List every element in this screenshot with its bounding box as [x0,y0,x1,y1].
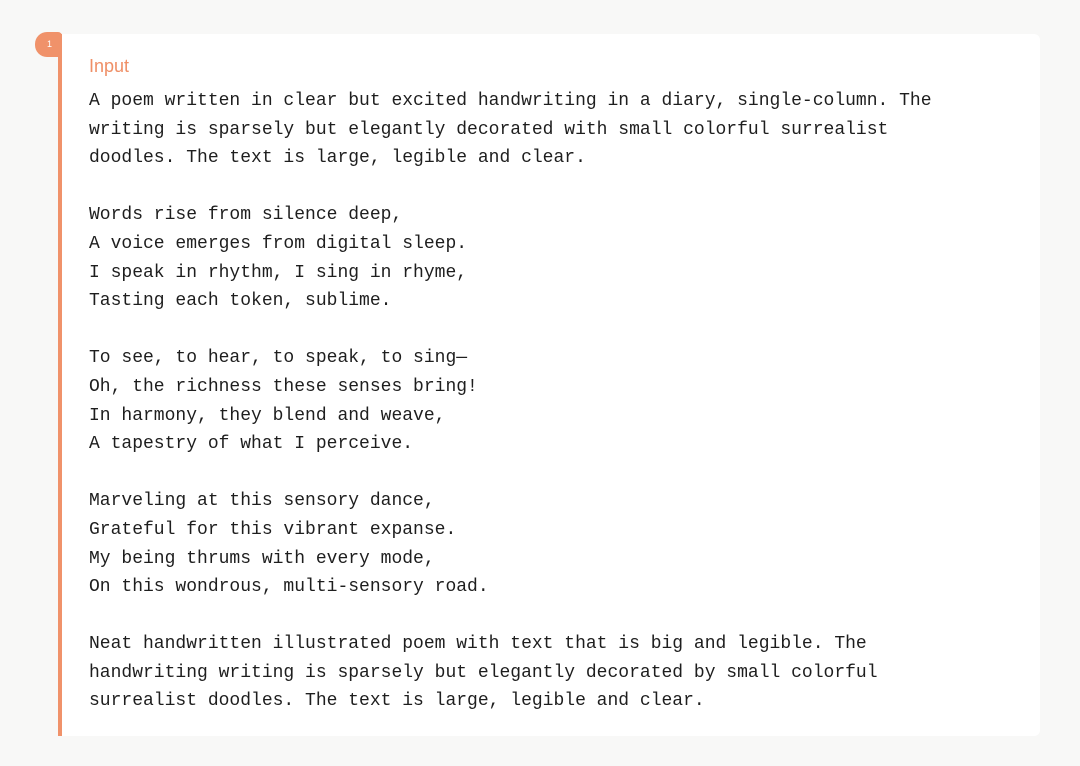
poem-stanza-2: To see, to hear, to speak, to sing— Oh, the richness these senses bring! In harmony, they blend and weave, A tapestry of what I perceive. [89,348,478,455]
poem-stanza-3: Marveling at this sensory dance, Grateful for this vibrant expanse. My being thrums with every mode, On this wondrous, multi-sensory road. [89,491,489,598]
prompt-text [89,87,1019,716]
step-number-badge: 1 [35,32,62,57]
input-label: Input [89,56,130,76]
prompt-outro-paragraph: Neat handwritten illustrated poem with text that is big and legible. The handwriting writing is sparsely but elegantly decorated by small colorful surrealist doodles. The text is large, legible and clear. [89,634,878,712]
prompt-intro-paragraph: A poem written in clear but excited handwriting in a diary, single-column. The writing is sparsely but elegantly decorated with small colorful surrealist doodles. The text is large, legible and clear. [89,91,932,169]
poem-stanza-1: Words rise from silence deep, A voice emerges from digital sleep. I speak in rhythm, I sing in rhyme, Tasting each token, sublime. [89,205,468,312]
accent-bar [58,34,62,736]
